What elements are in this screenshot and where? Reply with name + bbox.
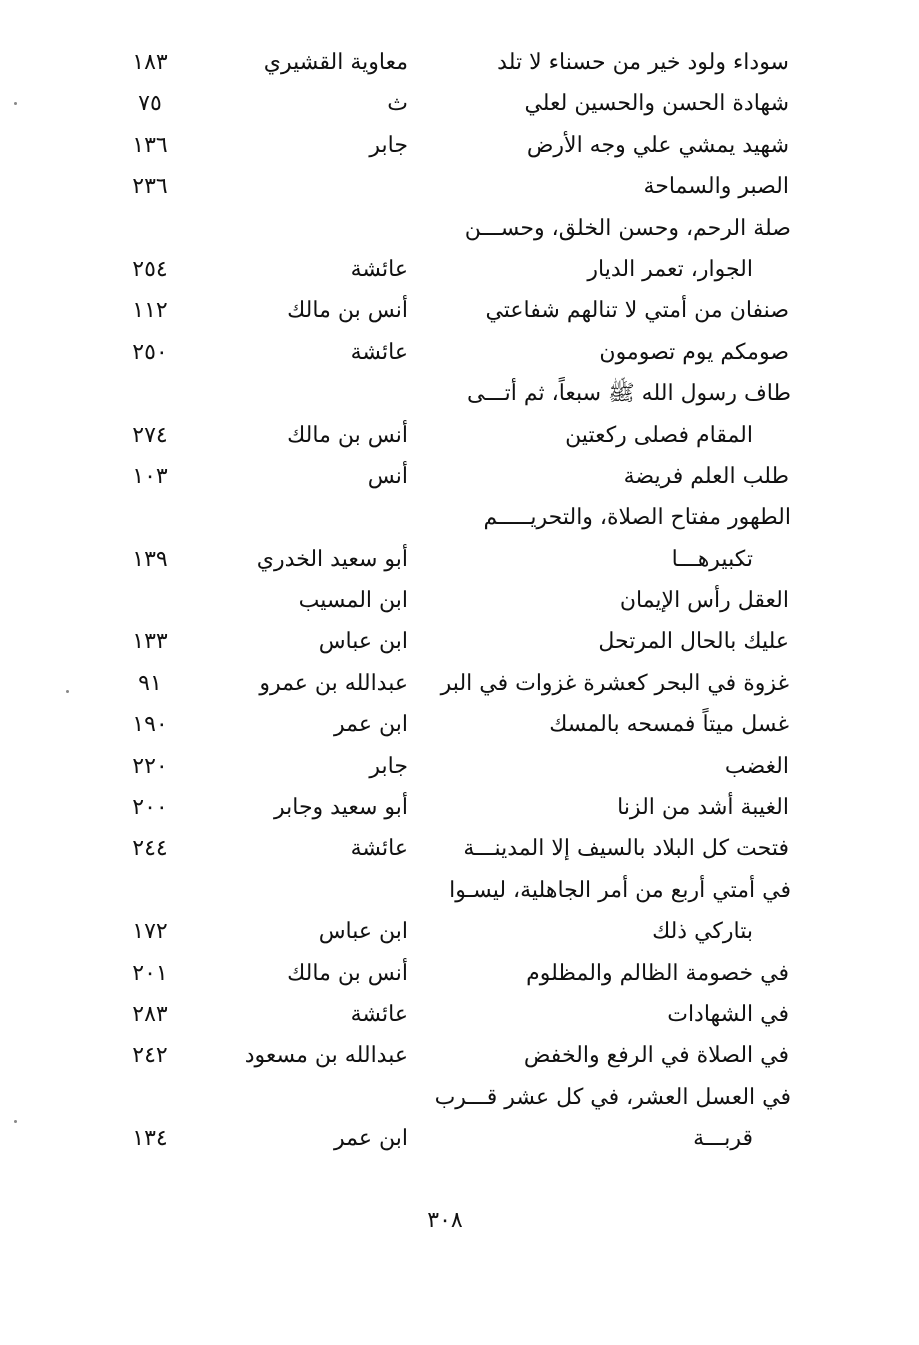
narrator: عائشة	[350, 339, 408, 365]
hadith-phrase-continuation: قربـــة	[693, 1126, 753, 1152]
narrator: أنس بن مالك	[287, 422, 408, 448]
index-row	[0, 541, 919, 582]
hadith-phrase: الطهور مفتاح الصلاة، والتحريـــــم	[483, 505, 791, 531]
page-number: ٢٠٠	[132, 795, 168, 821]
page-number: ٩١	[138, 670, 162, 696]
narrator: ث	[387, 91, 408, 117]
hadith-phrase: شهادة الحسن والحسين لعلي	[524, 91, 789, 117]
hadith-phrase: في الصلاة في الرفع والخفض	[523, 1043, 789, 1069]
index-row	[0, 665, 919, 706]
page-number: ٢٥٤	[132, 256, 168, 282]
page-number: ٢٢٠	[132, 753, 168, 779]
hadith-phrase: في خصومة الظالم والمظلوم	[526, 960, 789, 986]
narrator: عائشة	[350, 836, 408, 862]
page-number: ١٣٤	[132, 1126, 168, 1152]
scan-speck	[66, 690, 69, 693]
scan-speck	[14, 1120, 17, 1123]
page-number: ١٨٣	[132, 50, 168, 75]
narrator: أبو سعيد الخدري	[256, 546, 408, 572]
page-number: ٢٣٦	[132, 174, 168, 200]
narrator: عبدالله بن عمرو	[259, 670, 408, 696]
index-row	[0, 251, 919, 292]
hadith-phrase: فتحت كل البلاد بالسيف إلا المدينـــة	[463, 836, 789, 862]
index-row	[0, 872, 919, 913]
page-number: ١٠٣	[132, 463, 168, 489]
index-row	[0, 955, 919, 996]
narrator: جابر	[369, 132, 408, 158]
hadith-phrase: عليك بالحال المرتحل	[598, 629, 789, 655]
index-row	[0, 417, 919, 458]
hadith-phrase: في الشهادات	[667, 1001, 789, 1027]
index-row	[0, 582, 919, 623]
hadith-phrase: الغيبة أشد من الزنا	[617, 795, 789, 821]
page-number: ٧٥	[138, 91, 162, 117]
page-number: ١١٢	[132, 298, 168, 324]
index-row	[0, 913, 919, 954]
hadith-phrase: في العسل العشر، في كل عشر قـــرب	[434, 1084, 791, 1110]
hadith-phrase: الغضب	[724, 753, 789, 779]
index-row	[0, 168, 919, 209]
page-number: ٢٧٤	[132, 422, 168, 448]
page-number: ١٣٣	[132, 629, 168, 655]
hadith-phrase: طلب العلم فريضة	[623, 463, 789, 489]
hadith-phrase-continuation: تكبيرهـــا	[671, 546, 753, 572]
hadith-phrase: الصبر والسماحة	[643, 174, 789, 200]
index-row	[0, 830, 919, 871]
narrator: ابن عمر	[334, 712, 408, 738]
page-number: ٢٤٤	[132, 836, 168, 862]
narrator: جابر	[369, 753, 408, 779]
hadith-phrase: غسل ميتاً فمسحه بالمسك	[549, 712, 789, 738]
page-number: ١٩٠	[132, 712, 168, 738]
narrator: عبدالله بن مسعود	[244, 1043, 408, 1069]
index-row	[0, 458, 919, 499]
page-number: ٢٥٠	[132, 339, 168, 365]
hadith-phrase: غزوة في البحر كعشرة غزوات في البر	[440, 670, 789, 696]
index-row	[0, 996, 919, 1037]
narrator: أنس بن مالك	[287, 298, 408, 324]
index-row	[0, 375, 919, 416]
hadith-phrase: طاف رسول الله ﷺ سبعاً، ثم أتـــى	[466, 381, 791, 407]
narrator: أنس	[367, 463, 408, 489]
narrator: معاوية القشيري	[263, 50, 408, 75]
hadith-phrase: صنفان من أمتي لا تنالهم شفاعتي	[485, 298, 789, 324]
hadith-phrase-continuation: المقام فصلى ركعتين	[565, 422, 753, 448]
index-row	[0, 127, 919, 168]
hadith-phrase: صومكم يوم تصومون	[599, 339, 789, 365]
narrator: أبو سعيد وجابر	[273, 795, 408, 821]
index-row	[0, 210, 919, 251]
index-row	[0, 292, 919, 333]
narrator: عائشة	[350, 1001, 408, 1027]
page-number: ٢٠١	[132, 960, 168, 986]
page-folio-number: ٣٠٨	[427, 1208, 463, 1233]
index-row	[0, 1079, 919, 1120]
narrator: ابن عباس	[318, 629, 408, 655]
index-row	[0, 334, 919, 375]
hadith-phrase: شهيد يمشي علي وجه الأرض	[526, 132, 789, 158]
index-row	[0, 1120, 919, 1161]
narrator: عائشة	[350, 256, 408, 282]
hadith-phrase: العقل رأس الإيمان	[619, 588, 789, 614]
index-row	[0, 85, 919, 126]
index-row	[0, 623, 919, 664]
hadith-phrase: صلة الرحم، وحسن الخلق، وحســـن	[464, 215, 791, 241]
narrator: أنس بن مالك	[287, 960, 408, 986]
index-row	[0, 499, 919, 540]
page-number: ١٣٦	[132, 132, 168, 158]
index-row	[0, 1037, 919, 1078]
index-row	[0, 44, 919, 85]
scan-speck	[14, 102, 17, 105]
hadith-phrase: في أمتي أربع من أمر الجاهلية، ليسـوا	[449, 877, 791, 903]
index-table	[0, 44, 919, 1162]
page-number: ٢٤٢	[132, 1043, 168, 1069]
narrator: ابن المسيب	[298, 588, 408, 614]
hadith-phrase-continuation: الجوار، تعمر الديار	[587, 256, 753, 282]
index-row	[0, 789, 919, 830]
page-number: ١٧٢	[132, 919, 168, 945]
page-number: ١٣٩	[132, 546, 168, 572]
hadith-phrase: سوداء ولود خير من حسناء لا تلد	[497, 50, 789, 75]
page-number: ٢٨٣	[132, 1001, 168, 1027]
index-row	[0, 748, 919, 789]
narrator: ابن عباس	[318, 919, 408, 945]
narrator: ابن عمر	[334, 1126, 408, 1152]
index-row	[0, 706, 919, 747]
hadith-phrase-continuation: بتاركي ذلك	[652, 919, 753, 945]
